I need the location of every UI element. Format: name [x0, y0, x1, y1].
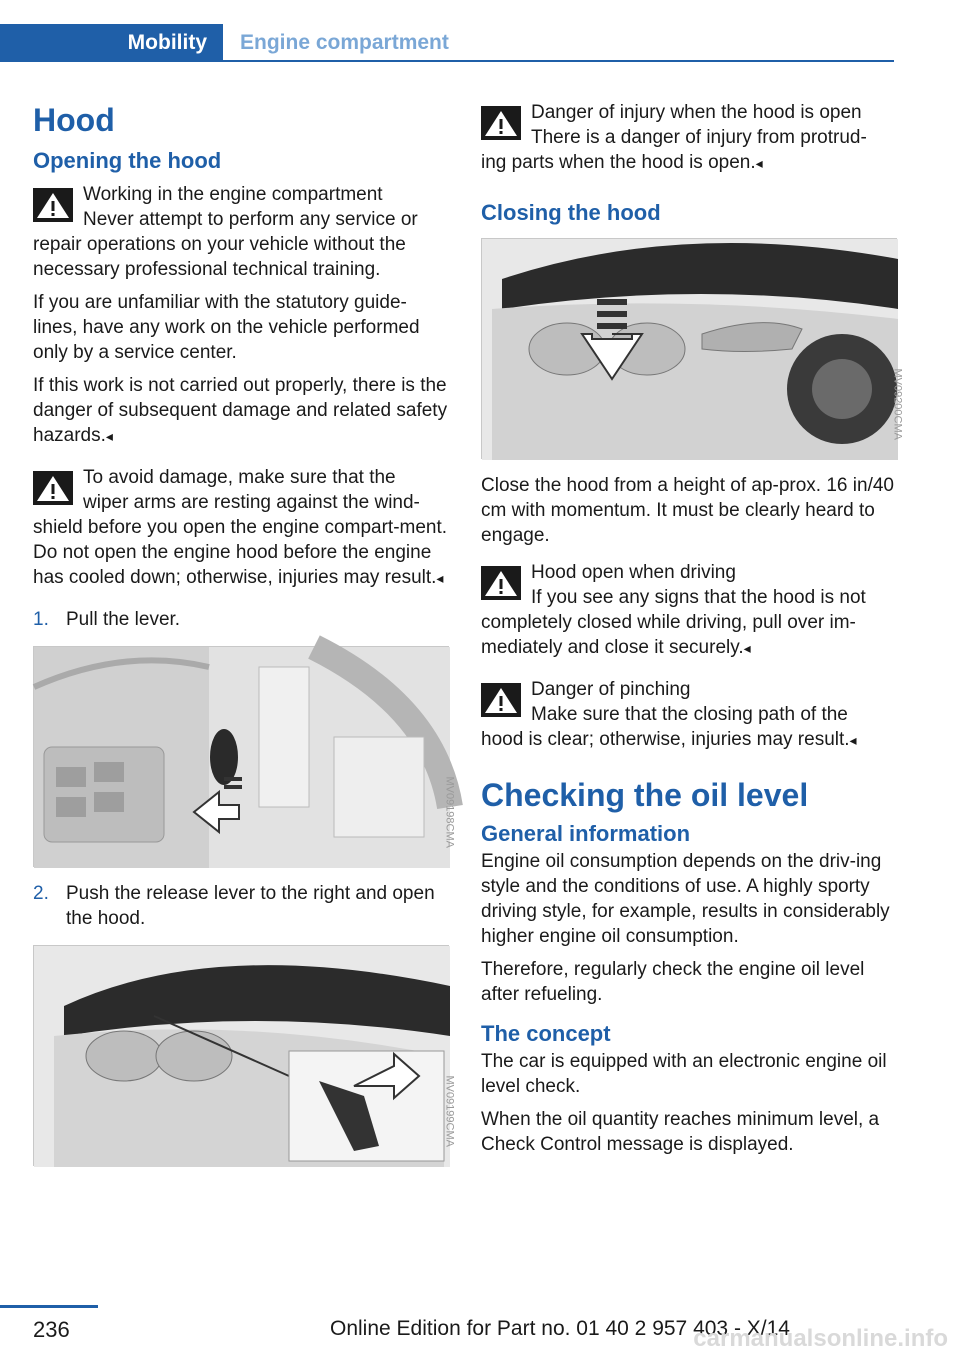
left-column	[33, 100, 456, 1180]
right-column	[481, 100, 904, 1165]
warning-damage	[33, 465, 449, 591]
footer-rule	[0, 1305, 98, 1308]
warning-title: Danger of injury when the hood is open	[531, 102, 862, 123]
step-text: Pull the lever.	[66, 609, 181, 630]
general-text-2: Therefore, regularly check the engine oil level after refueling.	[481, 959, 865, 1005]
warning-icon	[481, 106, 521, 140]
page-number: 236	[33, 1317, 70, 1342]
section-title-oil: Checking the oil level	[481, 777, 809, 813]
warning-text-p2: If you are unfamiliar with the statutory guide-lines, have any work on the vehicle performed only by a service center.	[33, 292, 420, 363]
closing-hood-illustration	[482, 239, 898, 460]
general-text-1: Engine oil consumption depends on the driv-ing style and the conditions of use. A highly sporty driving style, for example, results in considerably higher engine oil consumption.	[481, 851, 890, 947]
warning-text-first: To avoid damage, make sure that the	[83, 467, 396, 488]
figure-code: MV09200CMA	[892, 368, 904, 440]
step-text: Push the release lever to the right and open the hood.	[66, 883, 435, 929]
step-2	[33, 881, 449, 931]
header-section: Mobility	[0, 24, 223, 62]
warning-text-first: There is a danger of injury from protrud-	[531, 127, 867, 148]
hood-lever-illustration	[34, 647, 450, 868]
warning-text-first: Make sure that the closing path of the	[531, 704, 848, 725]
concept-text-2: When the oil quantity reaches minimum level, a Check Control message is displayed.	[481, 1109, 880, 1155]
hood-release-illustration	[34, 946, 450, 1167]
step-1	[33, 607, 449, 632]
warning-icon	[33, 188, 73, 222]
warning-text-first: Never attempt to perform any service or	[83, 209, 418, 230]
section-title-closing: Closing the hood	[481, 200, 661, 225]
end-mark: ◂	[105, 428, 113, 444]
subsection-general: General information	[481, 821, 691, 846]
figure-hood-release	[33, 945, 456, 1166]
warning-text-rest: hood is clear; otherwise, injuries may result.	[481, 729, 850, 750]
warning-title: Hood open when driving	[531, 562, 736, 583]
section-title-opening: Opening the hood	[33, 148, 222, 173]
warning-text-rest: repair operations on your vehicle without the necessary professional technical training.	[33, 234, 406, 280]
step-number: 1.	[33, 609, 49, 630]
warning-injury-hood-open	[481, 100, 897, 176]
figure-code: MV09199CMA	[444, 1075, 456, 1147]
end-mark: ◂	[436, 570, 444, 586]
warning-text-rest: completely closed while driving, pull over im-mediately and close it securely.	[481, 612, 856, 658]
end-mark: ◂	[743, 640, 751, 656]
warning-hood-open-driving	[481, 560, 897, 661]
edition-line: Online Edition for Part no. 01 40 2 957 403 - X/14	[330, 1317, 790, 1340]
end-mark: ◂	[849, 732, 857, 748]
warning-text-first: If you see any signs that the hood is not	[531, 587, 866, 608]
figure-code: MV09198CMA	[444, 776, 456, 848]
end-mark: ◂	[755, 155, 763, 171]
concept-text-1: The car is equipped with an electronic engine oil level check.	[481, 1051, 887, 1097]
warning-text-rest: ing parts when the hood is open.	[481, 152, 756, 173]
warning-engine-compartment	[33, 182, 449, 449]
warning-icon	[481, 683, 521, 717]
figure-closing-hood	[481, 238, 904, 459]
page-header	[0, 24, 960, 62]
subsection-concept: The concept	[481, 1021, 611, 1046]
warning-icon	[481, 566, 521, 600]
warning-pinching	[481, 677, 897, 753]
page-title: Hood	[33, 102, 115, 138]
warning-title: Working in the engine compartment	[83, 184, 383, 205]
closing-text: Close the hood from a height of ap-prox. 16 in/40 cm with momentum. It must be clearly heard to engage.	[481, 475, 894, 546]
step-number: 2.	[33, 883, 49, 904]
warning-text-second: wiper arms are resting against the wind-	[83, 492, 420, 513]
warning-title: Danger of pinching	[531, 679, 691, 700]
header-chapter: Engine compartment	[240, 31, 449, 54]
warning-text-rest: shield before you open the engine compart-ment. Do not open the engine hood before the engine has cooled down; otherwise, injuries may result.	[33, 517, 448, 588]
warning-text-p3: If this work is not carried out properly, there is the danger of subsequent damage and related safety hazards.	[33, 375, 448, 446]
figure-hood-lever	[33, 646, 456, 867]
warning-icon	[33, 471, 73, 505]
watermark: carmanualsonline.info	[693, 1325, 948, 1352]
